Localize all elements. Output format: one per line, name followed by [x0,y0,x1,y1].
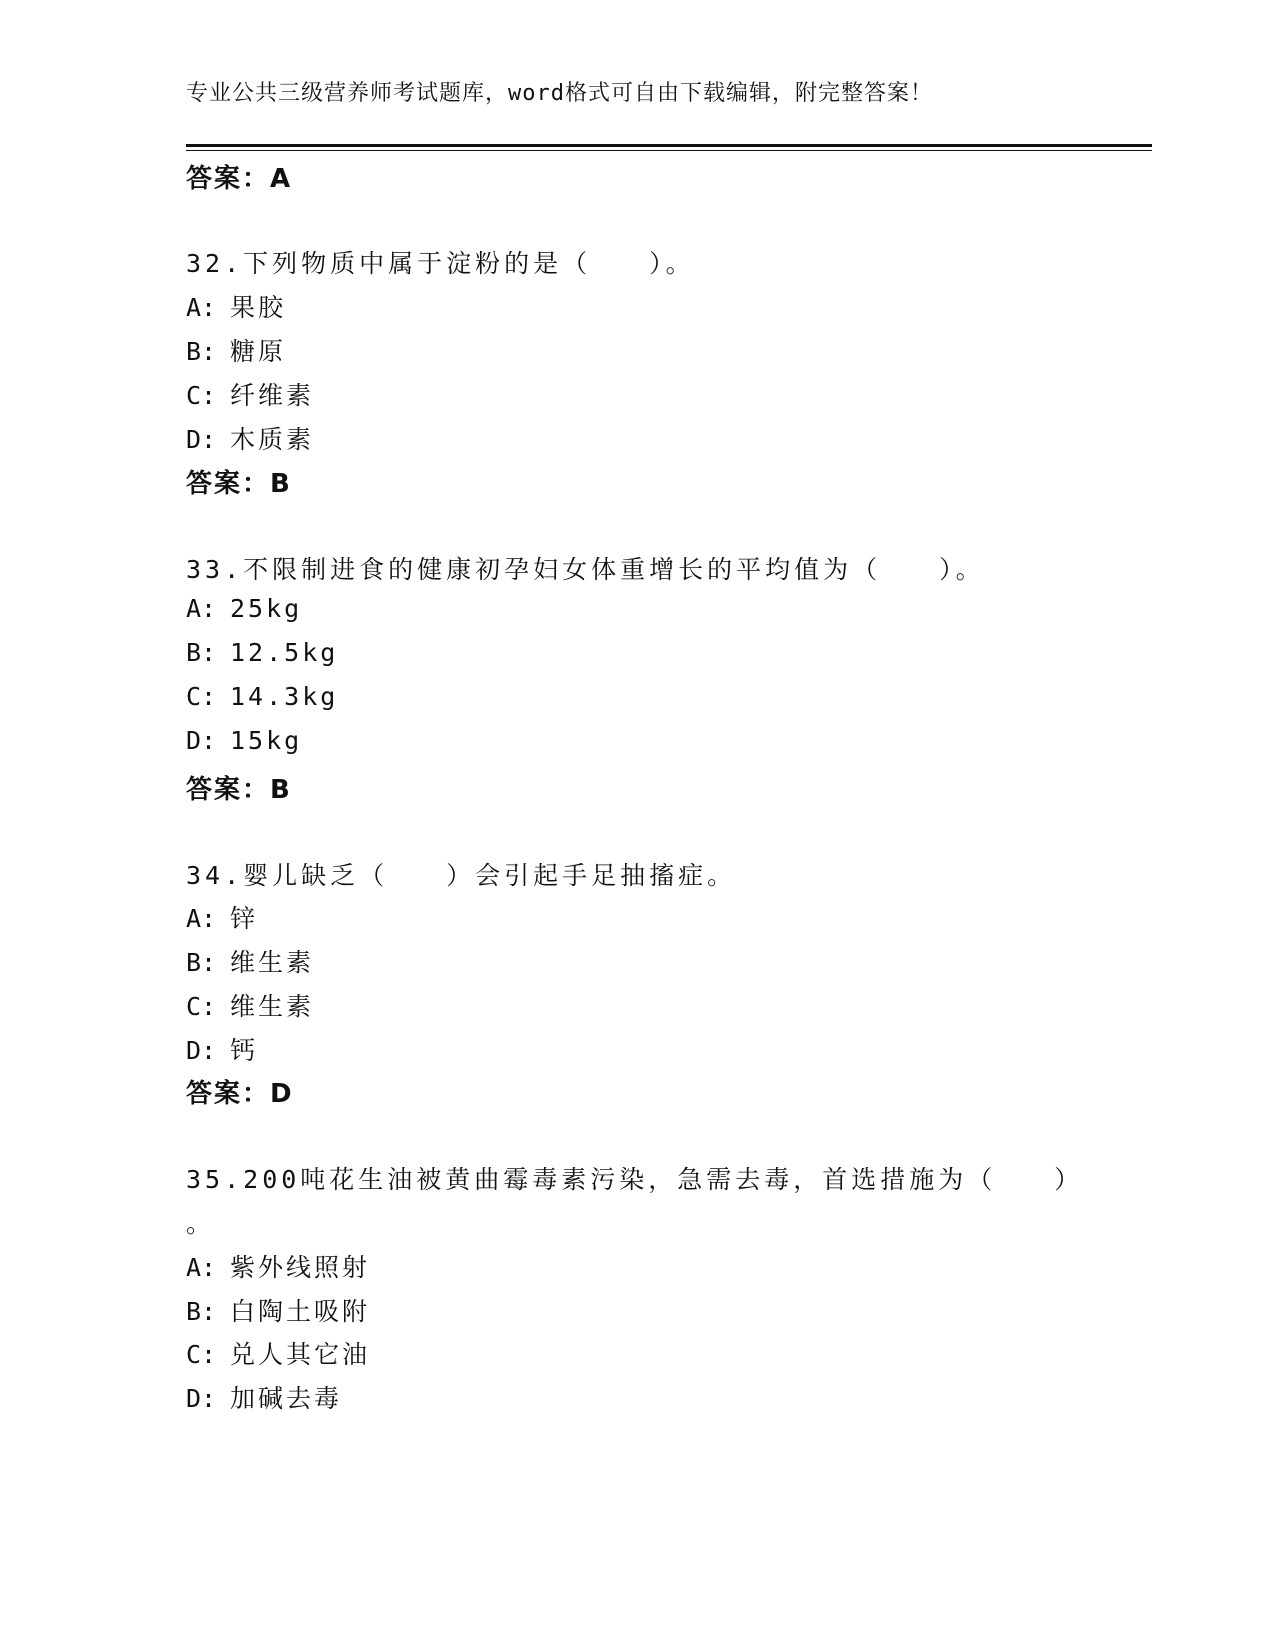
question-33-option-c [186,682,338,711]
option-key: B: [186,948,217,977]
option-text: 锌 [230,904,259,933]
question-34-option-c [186,987,314,1023]
question-32-answer: 答案：B [186,469,292,499]
option-text: 维生素 [230,948,315,977]
header-rule-thick [186,144,1152,147]
question-32-option-c [186,376,314,412]
option-key: A: [186,1253,217,1282]
question-33-option-a [186,594,302,623]
question-33-option-d [186,726,302,755]
option-text: 钙 [230,1036,259,1065]
option-text: 纤维素 [230,381,315,410]
option-key: A: [186,293,217,322]
question-35-option-d [186,1379,342,1415]
option-text: 14.3kg [230,682,339,711]
option-text: 25kg [230,594,303,623]
option-key: B: [186,337,217,366]
option-key: B: [186,1297,217,1326]
option-text: 糖原 [230,337,287,366]
question-34-stem: 34.婴儿缺乏（ ）会引起手足抽搐症。 [186,861,737,890]
question-33-option-b [186,638,338,667]
option-text: 兑人其它油 [230,1340,371,1369]
option-key: C: [186,992,217,1021]
option-text: 加碱去毒 [230,1384,343,1413]
page-header: 专业公共三级营养师考试题库，word格式可自由下载编辑，附完整答案！ [186,81,933,106]
option-key: A: [186,904,217,933]
option-key: B: [186,638,217,667]
option-text: 维生素 [230,992,315,1021]
option-text: 木质素 [230,425,315,454]
header-rule-thin [186,150,1152,151]
option-text: 白陶土吸附 [230,1297,371,1326]
option-text: 15kg [230,726,303,755]
question-34-option-b [186,943,314,979]
question-35-option-b [186,1292,370,1328]
question-34-answer: 答案：D [186,1079,294,1109]
question-34-option-a [186,899,258,935]
option-key: C: [186,381,217,410]
question-35-stem-continuation: 。 [186,1209,216,1238]
option-key: D: [186,726,217,755]
question-35-stem: 35.200吨花生油被黄曲霉毒素污染，急需去毒，首选措施为（ ） [186,1165,1084,1194]
question-34-option-d [186,1031,258,1067]
option-text: 12.5kg [230,638,339,667]
prev-answer: 答案：A [186,164,293,194]
option-text: 紫外线照射 [230,1253,371,1282]
option-key: A: [186,594,217,623]
option-key: D: [186,1036,217,1065]
option-text: 果胶 [230,293,287,322]
question-32-option-a [186,288,286,324]
question-33-stem: 33.不限制进食的健康初孕妇女体重增长的平均值为（ ）。 [186,555,985,584]
question-32-option-d [186,420,314,456]
question-32-stem: 32.下列物质中属于淀粉的是（ ）。 [186,249,695,278]
option-key: D: [186,1384,217,1413]
question-32-option-b [186,332,286,368]
question-35-option-c [186,1335,370,1371]
option-key: C: [186,682,217,711]
option-key: D: [186,425,217,454]
question-33-answer: 答案：B [186,775,292,805]
option-key: C: [186,1340,217,1369]
question-35-option-a [186,1248,370,1284]
